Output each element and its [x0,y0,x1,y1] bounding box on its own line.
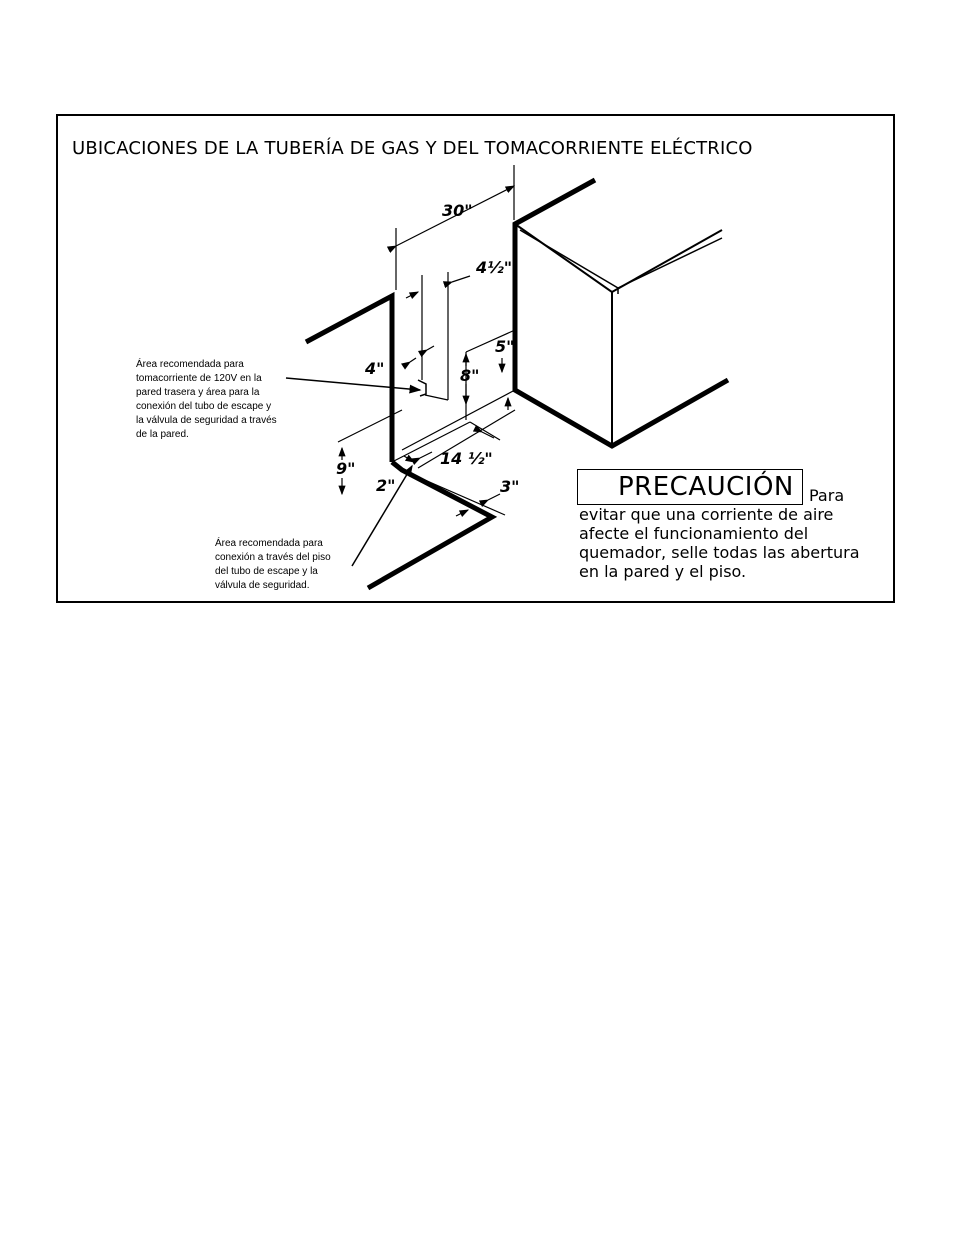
dimension-9: 9" [336,459,356,478]
dimension-14-half: 14 ½" [440,449,493,468]
dimension-3: 3" [500,477,520,496]
caution-line: afecte el funcionamiento del [579,524,809,543]
caution-heading: PRECAUCIÓN [618,472,794,502]
dimension-8: 8" [460,366,480,385]
callout-floor-line: conexión a través del piso [215,552,331,563]
caution-line: evitar que una corriente de aire [579,505,834,524]
callout-floor-line: Área recomendada para [215,538,323,549]
dimension-30: 30" [442,201,473,220]
callout-wall-line: pared trasera y área para la [136,387,260,398]
dimension-4-half: 4½" [476,258,513,277]
caution-line: en la pared y el piso. [579,562,747,581]
dimension-4: 4" [365,359,385,378]
callout-wall-line: Área recomendada para [136,359,244,370]
callout-wall-area [136,358,296,442]
callout-floor-area [215,537,375,593]
dimension-2: 2" [376,476,396,495]
callout-wall-line: tomacorriente de 120V en la [136,373,262,384]
caution-text [579,486,879,581]
callout-floor-line: válvula de seguridad. [215,580,310,591]
outlet-area [418,380,426,396]
cabinet [515,180,728,446]
dimension-5: 5" [495,337,515,356]
callout-wall-line: de la pared. [136,429,189,440]
callout-floor-line: del tubo de escape y la [215,566,318,577]
caution-line: Para [809,486,845,505]
callout-wall-line: conexión del tubo de escape y [136,401,272,412]
caution-line: quemador, selle todas las abertura [579,543,860,562]
diagram-title: UBICACIONES DE LA TUBERÍA DE GAS Y DEL TOMACORRIENTE ELÉCTRICO [72,138,753,159]
callout-wall-line: la válvula de seguridad a través [136,415,277,426]
